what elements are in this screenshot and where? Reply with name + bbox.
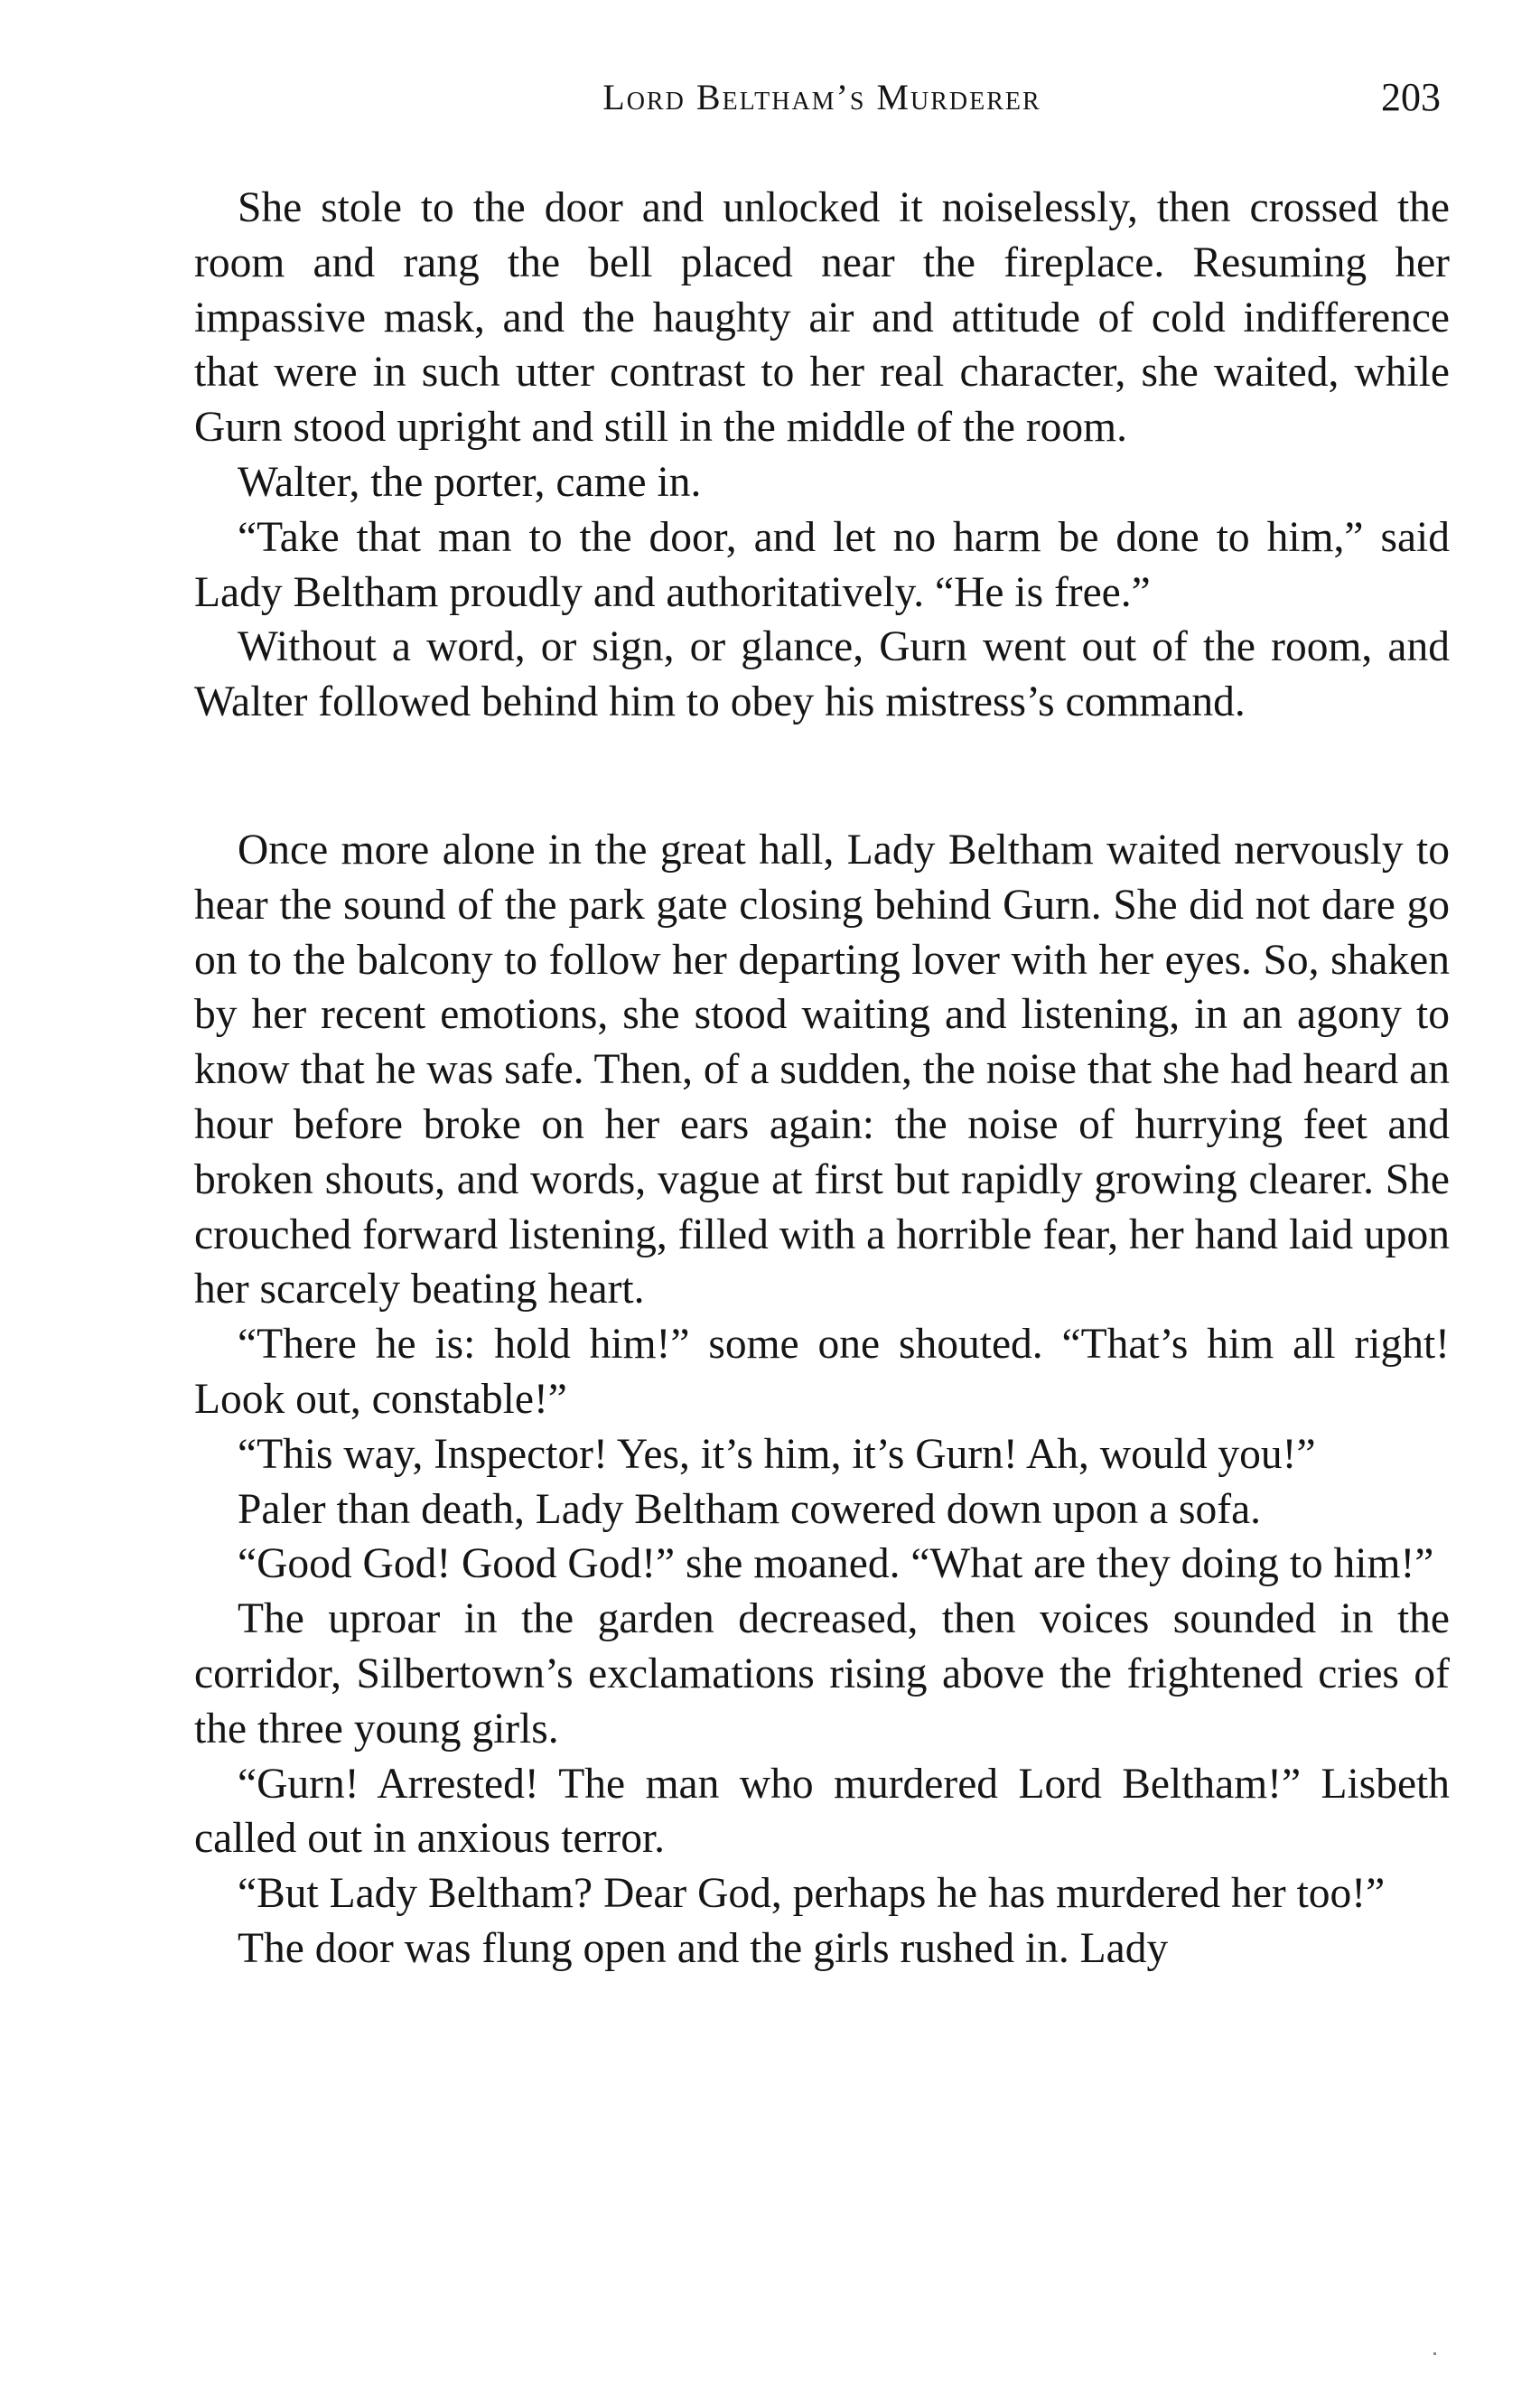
paragraph: Without a word, or sign, or glance, Gurn went out of the room, and Walter followed behind him to obey his mistress’s command. xyxy=(194,623,1450,726)
running-head xyxy=(194,69,1450,123)
running-title: Lord Beltham’s Murderer xyxy=(602,77,1041,117)
section-break xyxy=(194,730,1450,823)
paragraph: The uproar in the garden decreased, then voices sounded in the corridor, Silbertown’s exclamations rising above the frightened cries of the three young girls. xyxy=(194,1595,1450,1753)
paragraph: “This way, Inspector! Yes, it’s him, it’s Gurn! Ah, would you!” xyxy=(238,1430,1316,1478)
paragraph: The door was flung open and the girls rushed in. Lady xyxy=(238,1924,1169,1972)
paragraph: “Good God! Good God!” she moaned. “What are they doing to him!” xyxy=(238,1540,1434,1588)
paragraph: “There he is: hold him!” some one shouted. “That’s him all right! Look out, constable!” xyxy=(194,1321,1450,1423)
body-text xyxy=(194,181,1450,1977)
paragraph: Paler than death, Lady Beltham cowered down upon a sofa. xyxy=(238,1485,1262,1533)
paragraph: Walter, the porter, came in. xyxy=(238,458,702,506)
paragraph: Once more alone in the great hall, Lady Beltham waited nervously to hear the sound of the park gate closing behind Gurn. She did not dare go on to the balcony to follow her departing lover with her eyes. So, shaken by her recent emotions, she stood waiting and listening, in an agony to know that he was safe. Then, of a sudden, the noise that she had heard an hour before broke on her ears again: the noise of hurrying feet and broken shouts, and words, vague at first but rapidly growing clearer. She crouched forward listening, filled with a horrible fear, her hand laid upon her scarcely beating heart. xyxy=(194,826,1450,1313)
paragraph: “Take that man to the door, and let no harm be done to him,” said Lady Beltham proudly and authoritatively. “He is free.” xyxy=(194,513,1450,616)
paragraph: “But Lady Beltham? Dear God, perhaps he has murdered her too!” xyxy=(238,1870,1386,1918)
print-mark xyxy=(1433,2352,1436,2355)
paragraph: “Gurn! Arrested! The man who murdered Lord Beltham!” Lisbeth called out in anxious terror. xyxy=(194,1760,1450,1863)
paragraph: She stole to the door and unlocked it noiselessly, then crossed the room and rang the bell placed near the fireplace. Resuming her impassive mask, and the haughty air and attitude of cold indifference that were in such utter contrast to her real character, she waited, while Gurn stood upright and still in the middle of the room. xyxy=(194,184,1450,452)
page-number: 203 xyxy=(1381,75,1441,119)
